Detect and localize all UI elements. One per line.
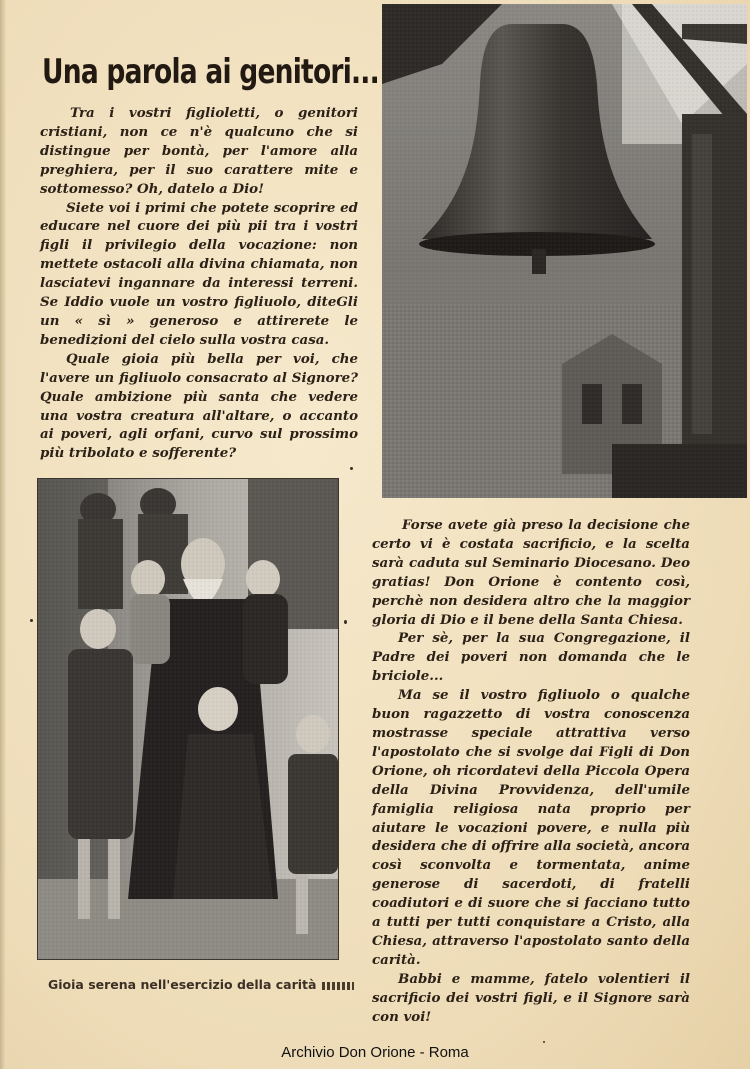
paragraph: Babbi e mamme, fatelo volentieri il sacrificio dei vostri figli, e il Signore sarà con voi! xyxy=(372,970,690,1025)
kids-photo-illustration xyxy=(38,479,338,959)
right-column-text xyxy=(372,516,690,1026)
paragraph: Siete voi i primi che potete scoprire ed educare nel cuore dei più pii tra i vostri figli il privilegio della vocazione: non mettete ostacoli alla divina chiamata, non lasciatevi ingannare da interessi terreni. Se Iddio vuole un vostro figliuolo, diteGli un « sì » generoso e attirerete le benedizioni del cielo sulla vostra casa. xyxy=(40,199,358,348)
paragraph: Tra i vostri figlioletti, o genitori cristiani, non ce n'è qualcuno che si distingue per bontà, per l'amore alla preghiera, per il suo carattere mite e sottomesso? Oh, datelo a Dio! xyxy=(40,105,358,197)
paragraph: Forse avete già preso la decisione che certo vi è costata sacrificio, e la scelta sarà caduta sul Seminario Diocesano. Deo gratias! Don Orione è contento così, perchè non desidera altro che la maggior gloria di Dio e il bene della Santa Chiesa. xyxy=(372,517,690,628)
photo-caption xyxy=(48,977,368,992)
bell-photo xyxy=(382,4,747,498)
kids-photo xyxy=(37,478,339,960)
paragraph: Quale gioia più bella per voi, che l'avere un figliuolo consacrato al Signore? Quale ambizione più santa che vedere una vostra creatura all'altare, o accanto ai poveri, agli orfani, curvo sul prossimo più tribolato e sofferente? xyxy=(40,350,358,462)
bell-photo-illustration xyxy=(382,4,747,498)
photo-caption-text: Gioia serena nell'esercizio della carità xyxy=(48,977,317,992)
decorative-ornament-icon xyxy=(322,982,354,990)
page-edge xyxy=(0,0,6,1069)
left-column-text xyxy=(40,104,358,463)
archive-footer: Archivio Don Orione - Roma xyxy=(281,1044,469,1061)
paragraph: Ma se il vostro figliuolo o qualche buon ragazzetto di vostra conoscenza mostrasse speciale attrattiva verso l'apostolato che si svolge dai Figli di Don Orione, oh ricordatevi della Piccola Opera della Divina Provvidenza, dell'umile famiglia religiosa nata proprio per aiutare le vocazioni povere, e nulla più desidera che di offrire alla società, ancora così sconvolta e tormentata, anime generose di sacerdoti, di fratelli coadiutori e di suore che si facciano tutto a tutti per tutti conquistare a Cristo, alla Chiesa, attraverso l'apostolato santo della carità. xyxy=(372,687,690,968)
paragraph: Per sè, per la sua Congregazione, il Padre dei poveri non domanda che le briciole... xyxy=(372,630,690,685)
article-title: Una parola ai genitori... xyxy=(42,52,379,92)
